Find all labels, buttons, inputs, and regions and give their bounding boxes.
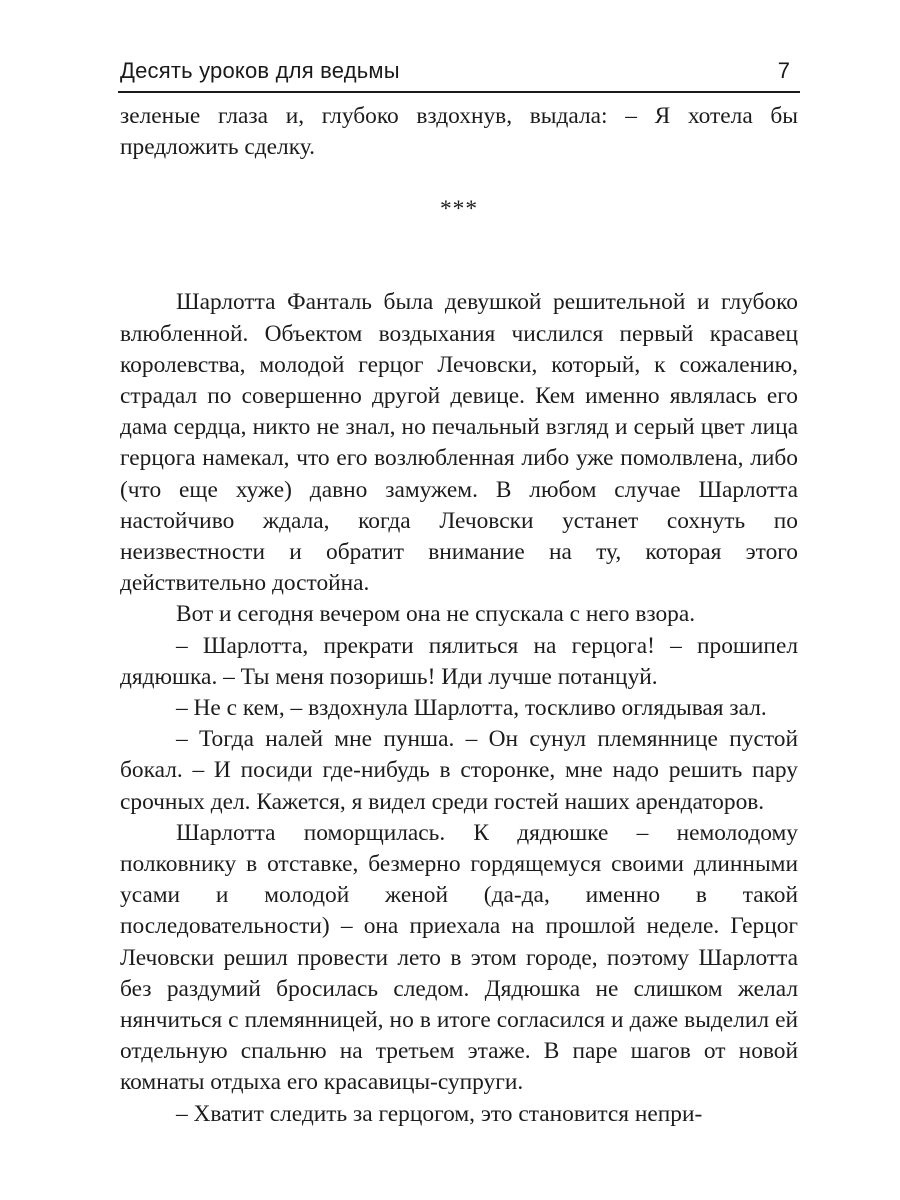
paragraph: – Хватит следить за герцогом, это становится непри- (176, 1100, 703, 1127)
running-header (120, 58, 798, 88)
paragraph: – Не с кем, – вздохнула Шарлотта, тоскливо оглядывая зал. (176, 695, 767, 722)
page-number: 7 (777, 58, 790, 83)
scene-separator: *** (439, 196, 479, 223)
header-rule (118, 91, 800, 93)
book-title: Десять уроков для ведьмы (120, 58, 400, 83)
paragraph: Вот и сегодня вечером она не спускала с него взора. (176, 601, 696, 628)
paragraph: – Шарлотта, прекрати пялиться на герцога! – прошипел дядюшка. – Ты меня позоришь! Иди лучше потанцуй. (120, 632, 798, 690)
paragraph: Шарлотта Фанталь была девушкой решительной и глубоко влюбленной. Объектом воздыхания числился первый красавец королевства, молодой герцог Лечовски, который, к сожалению, страдал по совершенно другой девице. Кем именно являлась его дама сердца, никто не знал, но печальный взгляд и серый цвет лица герцога намекал, что его возлюбленная либо уже помолвлена, либо (что еще хуже) давно замужем. В любом случае Шарлотта настойчиво ждала, когда Лечовски устанет сохнуть по неизвестности и обратит внимание на ту, которая этого действительно достойна. (120, 289, 798, 597)
paragraph: – Тогда налей мне пунша. – Он сунул племяннице пустой бокал. – И посиди где-нибудь в сторонке, мне надо решить пару срочных дел. Кажется, я видел среди гостей наших арендаторов. (120, 726, 798, 815)
paragraph: Шарлотта поморщилась. К дядюшке – немолодому полковнику в отставке, безмерно гордящемуся своими длинными усами и молодой женой (да-да, именно в такой последовательности) – она приехала на прошлой неделе. Герцог Лечовски решил провести лето в этом городе, поэтому Шарлотта без раздумий бросилась следом. Дядюшка не слишком желал нянчиться с племянницей, но в итоге согласился и даже выделил ей отдельную спальню на третьем этаже. В паре шагов от новой комнаты отдыха его красавицы-супруги. (120, 819, 798, 1096)
opening-paragraph: зеленые глаза и, глубоко вздохнув, выдала: – Я хотела бы предложить сделку. (120, 103, 798, 161)
body-text (120, 101, 798, 1130)
